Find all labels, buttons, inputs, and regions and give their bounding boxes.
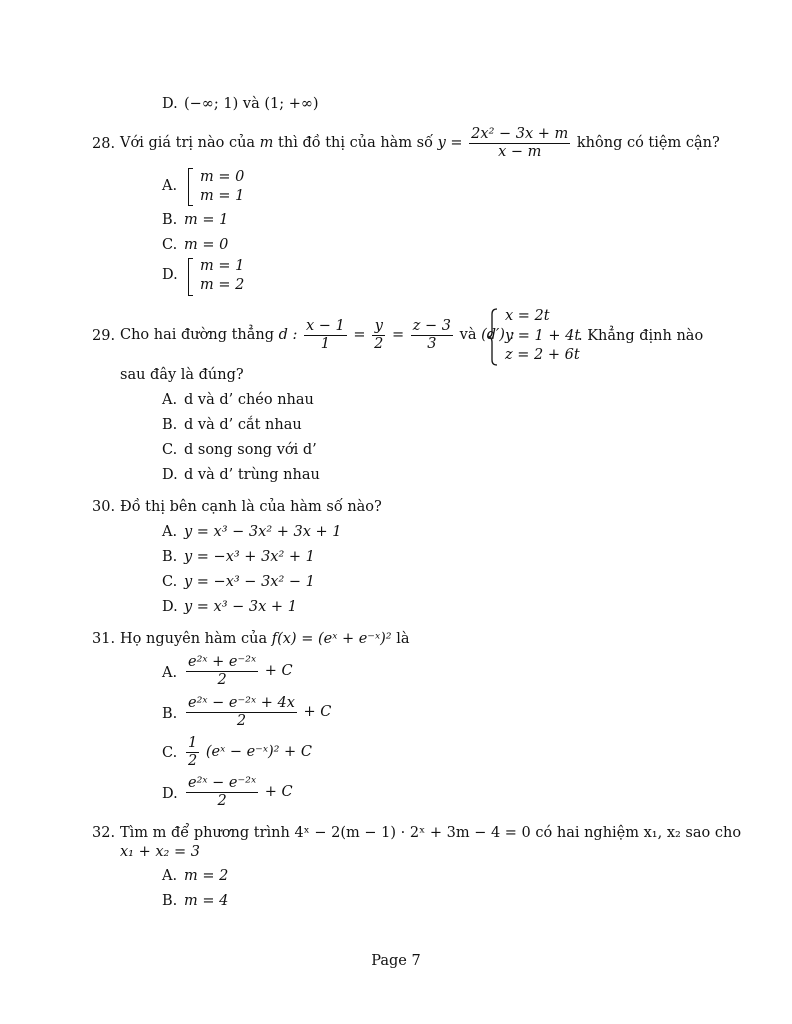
and-word: và [459, 326, 477, 343]
expression-tail: + C [303, 703, 332, 720]
option-d-letter: D. [162, 786, 178, 802]
option-fraction [186, 735, 199, 769]
stem-suffix: là [396, 631, 410, 647]
line-d-label: d : [278, 326, 298, 343]
fraction-numerator: y [372, 318, 385, 336]
option-d-text: y = x³ − 3x + 1 [184, 599, 297, 615]
option-fraction [186, 775, 258, 809]
option-d-expression [184, 775, 293, 809]
option-letter: D. [162, 96, 178, 112]
system-eq-z: z = 2 + 6t [505, 347, 580, 363]
option-b-text: y = −x³ + 3x² + 1 [184, 549, 315, 565]
question-number: 28. [92, 136, 116, 152]
fraction-denominator: 2 [236, 712, 247, 729]
function-expression: f(x) = (eˣ + e⁻ˣ)² [271, 631, 392, 647]
option-c-text: d song song với d’ [184, 442, 317, 458]
stem-line2: sau đây là đúng? [120, 367, 244, 383]
option-c-letter: C. [162, 237, 178, 253]
fraction-z [411, 318, 453, 352]
expression-tail: + C [264, 783, 293, 800]
equals-sign: = [392, 326, 405, 343]
option-b-letter: B. [162, 706, 178, 722]
left-bracket-icon [188, 168, 193, 206]
option-d-line2: m = 2 [200, 277, 245, 293]
fraction-numerator: e²ˣ + e⁻²ˣ [188, 654, 257, 670]
option-c-letter: C. [162, 442, 178, 458]
fraction-denominator: 2 [217, 792, 227, 809]
option-d-letter: D. [162, 267, 178, 283]
question-stem: Đồ thị bên cạnh là của hàm số nào? [120, 499, 382, 515]
question-number: 30. [92, 499, 116, 515]
system-eq-y: y = 1 + 4t [505, 328, 581, 344]
fraction-denominator: 3 [427, 335, 437, 352]
fraction-denominator: 1 [320, 335, 331, 352]
stem-suffix: . Khẳng định nào [578, 328, 704, 344]
option-c-text: m = 0 [184, 237, 229, 253]
option-d-line1: m = 1 [200, 258, 245, 274]
fraction-numerator: e²ˣ − e⁻²ˣ [188, 775, 257, 791]
question-stem-line2: x₁ + x₂ = 3 [120, 844, 200, 860]
fraction-numerator: 2x² − 3x + m [471, 126, 569, 142]
option-b-text: d và d’ cắt nhau [184, 417, 302, 433]
option-b-expression [184, 695, 331, 729]
option-b-letter: B. [162, 893, 178, 909]
option-b-letter: B. [162, 417, 178, 433]
question-stem [120, 318, 514, 352]
option-b-text: m = 4 [184, 893, 229, 909]
option-a-expression [184, 654, 293, 688]
option-a-line1: m = 0 [200, 169, 245, 185]
question-number: 32. [92, 825, 116, 841]
fraction-x [304, 318, 347, 352]
question-stem [120, 632, 409, 647]
function-fraction [469, 126, 570, 160]
fraction-denominator: 2 [217, 671, 227, 688]
left-brace-icon [487, 308, 499, 366]
question-stem [120, 126, 720, 160]
option-d-text: d và d’ trùng nhau [184, 467, 320, 483]
fraction-y [372, 318, 385, 352]
option-a-text: y = x³ − 3x² + 3x + 1 [184, 524, 342, 540]
fraction-numerator: x − 1 [306, 318, 345, 334]
option-d-letter: D. [162, 599, 178, 615]
stem-prefix: Họ nguyên hàm của [120, 631, 268, 647]
fraction-denominator: x − m [498, 143, 542, 160]
option-b-letter: B. [162, 549, 178, 565]
stem-middle: thì đồ thị của hàm số [278, 134, 433, 151]
option-a-letter: A. [162, 392, 178, 408]
stem-suffix: không có tiệm cận? [576, 134, 720, 151]
fraction-denominator: 2 [188, 752, 198, 769]
option-a-line2: m = 1 [200, 188, 245, 204]
option-c-expression [184, 735, 312, 769]
fraction-denominator: 2 [374, 335, 384, 352]
left-bracket-icon [188, 258, 193, 296]
system-eq-x: x = 2t [505, 308, 550, 324]
page-number: Page 7 [371, 953, 421, 969]
line-d-prime-label: (d′) : [481, 326, 515, 343]
question-number: 31. [92, 631, 116, 647]
option-fraction [186, 695, 297, 729]
option-b-text: m = 1 [184, 212, 229, 228]
option-a-letter: A. [162, 868, 178, 884]
stem-prefix: Với giá trị nào của [120, 134, 256, 151]
option-b-letter: B. [162, 212, 178, 228]
option-c-letter: C. [162, 745, 178, 761]
stem-prefix: Cho hai đường thẳng [120, 326, 275, 343]
option-d-letter: D. [162, 467, 178, 483]
option-text: (−∞; 1) và (1; +∞) [184, 96, 319, 112]
option-a-text: m = 2 [184, 868, 229, 884]
fraction-numerator: z − 3 [412, 318, 452, 334]
option-a-letter: A. [162, 178, 178, 194]
option-a-text: d và d’ chéo nhau [184, 392, 314, 408]
option-c-letter: C. [162, 574, 178, 590]
option-a-letter: A. [162, 665, 178, 681]
fraction-numerator: 1 [188, 735, 198, 751]
expression-tail: + C [264, 662, 293, 679]
question-stem-line1: Tìm m để phương trình 4ˣ − 2(m − 1) · 2ˣ + 3m − 4 = 0 có hai nghiệm x₁, x₂ sao cho [120, 825, 742, 841]
y-equals: y = [437, 134, 463, 151]
option-fraction [186, 654, 258, 688]
option-c-text: y = −x³ − 3x² − 1 [184, 574, 315, 590]
question-number: 29. [92, 328, 116, 344]
equals-sign: = [353, 326, 366, 343]
var-m: m [259, 134, 274, 151]
fraction-numerator: e²ˣ − e⁻²ˣ + 4x [188, 695, 295, 711]
expression-tail: (eˣ − e⁻ˣ)² + C [205, 743, 312, 760]
option-a-letter: A. [162, 524, 178, 540]
